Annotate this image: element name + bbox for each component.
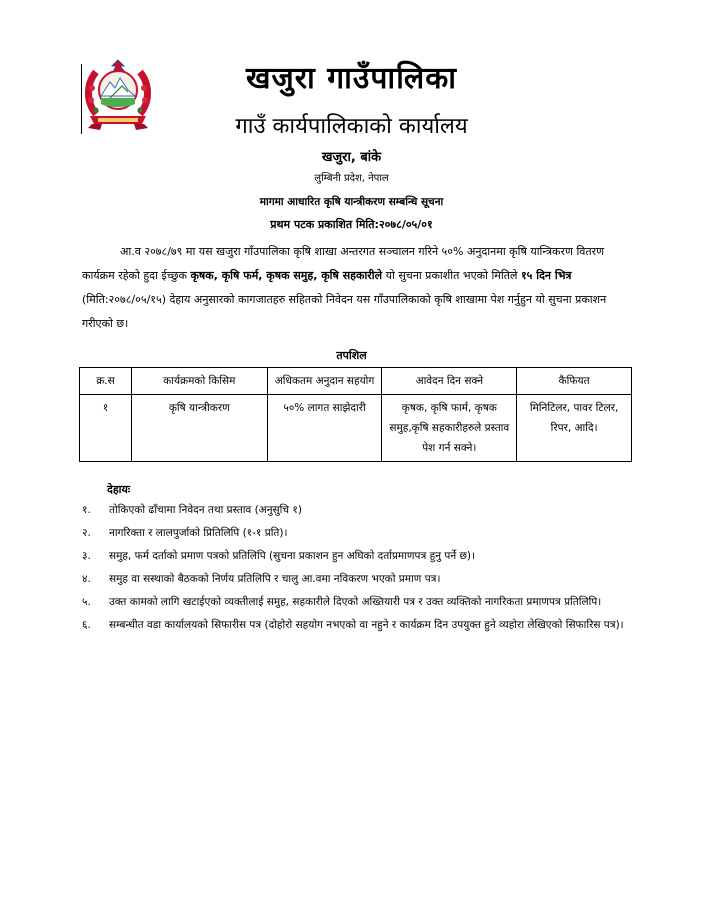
col-header-remarks: कैफियत: [517, 368, 632, 395]
list-item-number: ४.: [82, 573, 91, 585]
list-item-text: तोकिएको ढाँचामा निवेदन तथा प्रस्ताव (अनुसुचि १): [109, 504, 302, 516]
list-item-number: ३.: [82, 550, 91, 562]
list-item: [82, 500, 632, 520]
cell-max-grant: ५०% लागत साझेदारी: [267, 395, 382, 462]
cell-eligible: कृषक, कृषि फार्म, कृषक समुह,कृषि सहकारीहरुले प्रस्ताव पेश गर्न सक्ने।: [382, 395, 517, 462]
table-header-row: [80, 368, 632, 395]
details-table: [79, 367, 632, 462]
publish-date: प्रथम पटक प्रकाशित मिति:२०७८/०५/०१: [270, 218, 433, 231]
list-item-number: १.: [82, 504, 91, 516]
list-item-number: २.: [82, 527, 91, 539]
list-item-text: सम्बन्धीत वडा कार्यालयको सिफारीस पत्र (दोहोरो सहयोग नभएको वा नहुने र कार्यक्रम दिन उपयुक्त हुने व्यहोरा लेखिएको सिफारिस पत्र)।: [109, 619, 624, 631]
notice-paragraph: [82, 240, 634, 336]
list-item: [82, 569, 632, 589]
list-item: [82, 592, 632, 612]
body-text-2: यो सुचना प्रकाशीत भएको मितिले: [382, 269, 521, 282]
body-text-3: (मिति:२०७८/०५/१५) देहाय अनुसारको कागजातहरु सहितको निवेदन यस गाँउपालिकाको कृषि शाखामा पेश गर्नुहुन यो सुचना प्रकाशन गरीएको छ।: [82, 293, 607, 330]
col-header-max-grant: अधिकतम अनुदान सहयोग: [267, 368, 382, 395]
list-item: [82, 615, 632, 635]
cell-sn: १: [80, 395, 132, 462]
table-row: [80, 395, 632, 462]
col-header-sn: क्र.स: [80, 368, 132, 395]
cell-program-type: कृषि यान्त्रीकरण: [131, 395, 267, 462]
list-item-number: ५.: [82, 596, 91, 608]
office-location: खजुरा, बांके: [321, 150, 382, 165]
body-text-1: आ.व २०७८/७९ मा यस खजुरा गाँउपालिका कृषि शाखा अन्तरगत सञ्चालन गरिने ५०% अनुदानमा कृषि यान्त्रिकरण वितरण कार्यक्रम रहेको हुदा ईच्छुक: [82, 245, 605, 282]
deadline-period: १५ दिन भित्र: [520, 269, 572, 282]
notice-body: [82, 240, 634, 336]
list-item: [82, 523, 632, 543]
list-item-text: उक्त कामको लागि खटाईएको व्यक्तीलाई समुह, सहकारीले दिएको अख्तियारी पत्र र उक्त व्यक्तिको नागरिकता प्रमाणपत्र प्रतिलिपि।: [109, 596, 602, 608]
col-header-program-type: कार्यक्रमको किसिम: [131, 368, 267, 395]
list-item: [82, 546, 632, 566]
list-item-number: ६.: [82, 619, 91, 631]
col-header-eligible: आवेदन दिन सक्ने: [382, 368, 517, 395]
cell-remarks: मिनिटिलर, पावर टिलर, रिपर, आदि।: [517, 395, 632, 462]
list-item-text: नागरिक्ता र लालपुर्जाको प्रितिलिपि (१-१ प्रति)।: [109, 527, 288, 539]
eligible-applicants: कृषक, कृषि फर्म, कृषक समुह, कृषि सहकारीले: [190, 269, 383, 282]
office-subtitle: गाउँ कार्यपालिकाको कार्यालय: [235, 114, 468, 139]
notice-subject: मागमा आधारित कृषि यान्त्रीकरण सम्बन्धि सूचना: [259, 196, 444, 208]
province-line: लुम्बिनी प्रदेश, नेपाल: [314, 173, 389, 184]
notes-title: देहायः: [107, 483, 131, 496]
table-title: तपशिल: [336, 349, 367, 362]
list-item-text: समुह, फर्म दर्ताको प्रमाण पत्रको प्रतिलिपि (सुचना प्रकाशन हुन अघिको दर्ताप्रमाणपत्र हुनु पर्ने छ)।: [109, 550, 475, 562]
list-item-text: समुह वा सस्थाको बैठकको निर्णय प्रतिलिपि र चालु आ.वमा नविकरण भएको प्रमाण पत्र।: [109, 573, 441, 585]
municipality-title: खजुरा गाउँपालिका: [245, 61, 458, 96]
required-documents-list: [82, 500, 632, 638]
